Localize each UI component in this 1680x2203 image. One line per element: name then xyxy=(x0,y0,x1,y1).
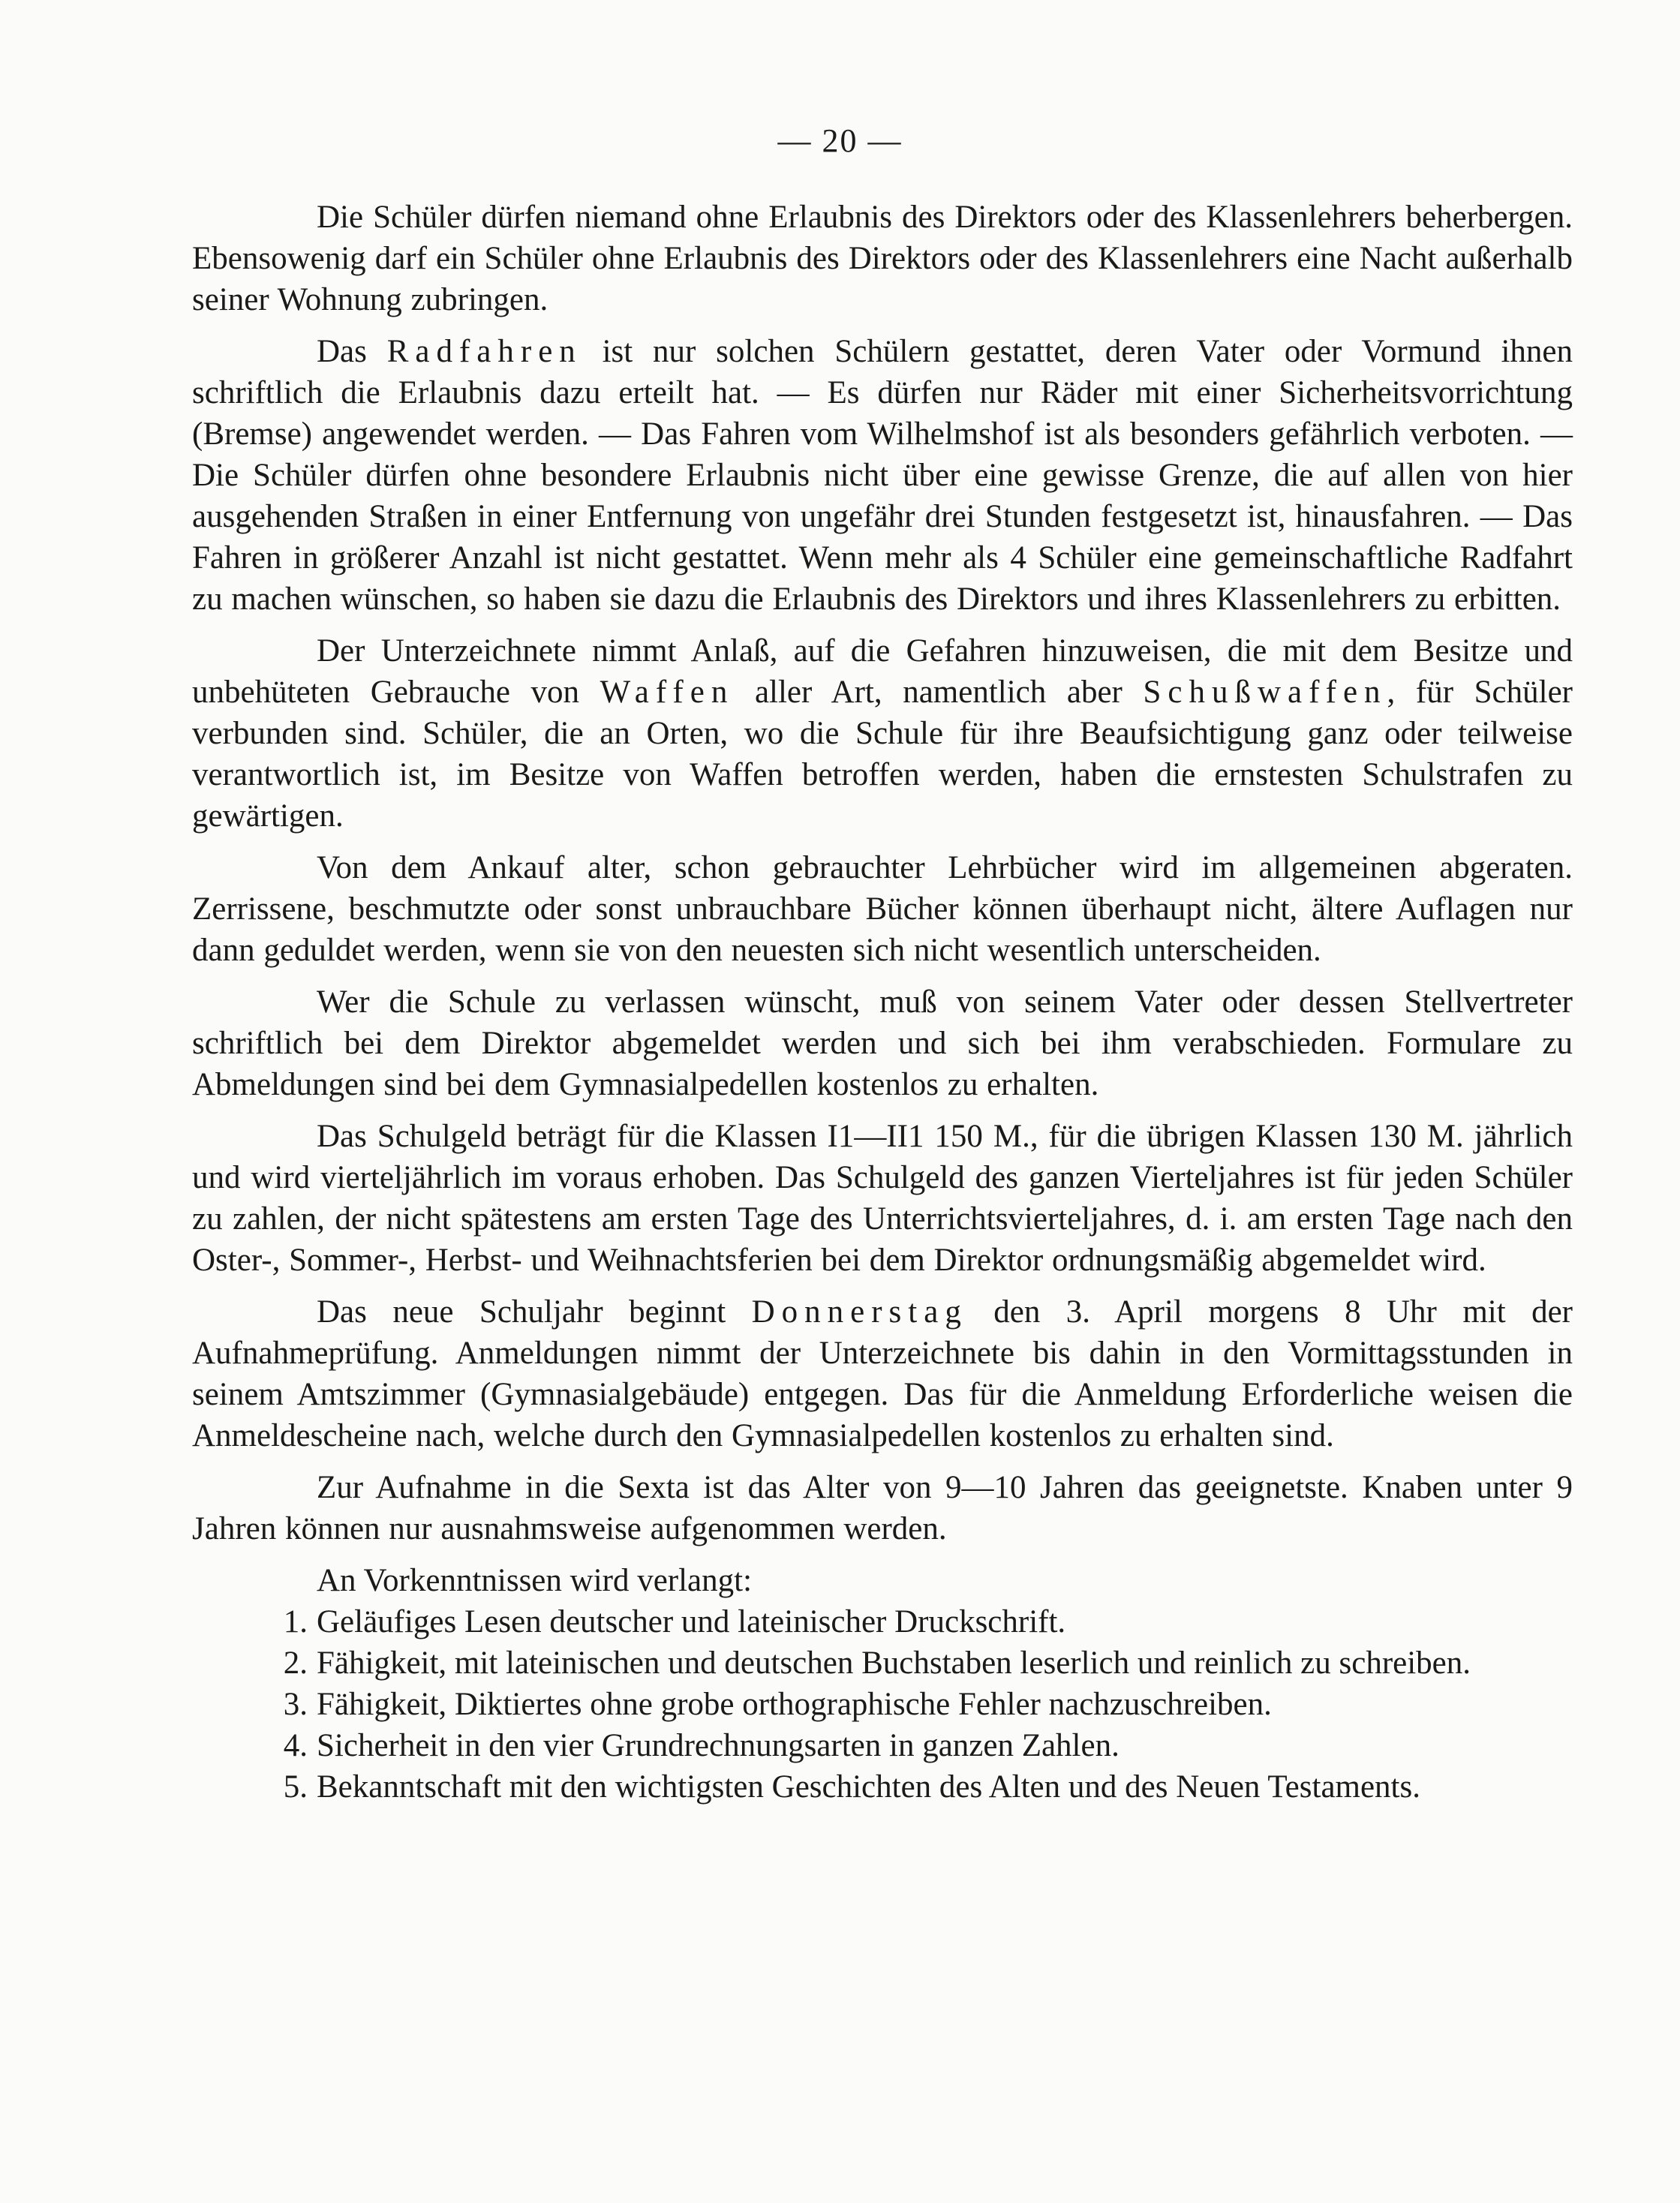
list-item-number: 5. xyxy=(283,1769,308,1805)
paragraph-text: Das Schulgeld beträgt für die Klassen I1—II1 150 M., für die übrigen Klassen 130 M. jährlich und wird vierteljährlich im voraus erhoben. Das Schulgeld des ganzen Vierteljahres ist für jeden Schüler zu zahlen, der nicht spätestens am ersten Tage des Unterrichtsvierteljahres, d. i. am ersten Tage nach den Oster-, Sommer-, Herbst- und Weihnachtsferien bei dem Direktor ordnungsmäßig abgemeldet wird. xyxy=(192,1119,1573,1278)
list-item-number: 3. xyxy=(283,1687,308,1722)
paragraph xyxy=(192,630,1573,837)
paragraph xyxy=(192,1291,1573,1456)
requirements-list xyxy=(192,1601,1573,1808)
emphasized-text: Donnerstag xyxy=(751,1294,968,1330)
page-number: — 20 — xyxy=(777,122,903,159)
paragraph-text: Wer die Schule zu verlassen wünscht, muß von seinem Vater oder dessen Stellvertreter schriftlich bei dem Direktor abgemeldet werden und sich bei ihm verabschieden. Formulare zu Abmeldungen sind bei dem Gymnasialpedellen kostenlos zu erhalten. xyxy=(192,984,1573,1102)
paragraph-text: Von dem Ankauf alter, schon gebrauchter Lehrbücher wird im allgemeinen abgeraten. Zerrissene, beschmutzte oder sonst unbrauchbare Bücher können überhaupt nicht, ältere Auflagen nur dann geduldet werden, wenn sie von den neuesten sich nicht wesentlich unterscheiden. xyxy=(192,850,1573,968)
paragraph-container xyxy=(192,197,1573,1549)
list-item-text: Fähigkeit, mit lateinischen und deutschen Buchstaben leserlich und reinlich zu schreiben. xyxy=(317,1645,1471,1681)
list-item-number: 4. xyxy=(283,1728,308,1763)
list-item-number: 2. xyxy=(283,1645,308,1681)
paragraph-text: Die Schüler dürfen niemand ohne Erlaubnis des Direktors oder des Klassenlehrers beherbergen. Ebensowenig darf ein Schüler ohne Erlaubnis des Direktors oder des Klassenlehrers eine Nacht außerhalb seiner Wohnung zubringen. xyxy=(192,200,1573,317)
paragraph-text: aller Art, namentlich aber xyxy=(734,675,1144,710)
paragraph xyxy=(192,331,1573,620)
paragraph xyxy=(192,1116,1573,1281)
paragraph-text: Das neue Schuljahr beginnt xyxy=(317,1294,752,1330)
paragraph xyxy=(192,197,1573,320)
paragraph xyxy=(192,1467,1573,1549)
list-item-text: Bekanntschaft mit den wichtigsten Geschichten des Alten und des Neuen Testaments. xyxy=(317,1769,1420,1805)
list-intro: An Vorkenntnissen wird verlangt: xyxy=(317,1563,753,1598)
paragraph-text: Zur Aufnahme in die Sexta ist das Alter von 9—10 Jahren das geeignetste. Knaben unter 9 Jahren können nur ausnahmsweise aufgenommen werden. xyxy=(192,1470,1573,1546)
paragraph-text: Das xyxy=(317,334,387,369)
list-item-text: Sicherheit in den vier Grundrechnungsarten in ganzen Zahlen. xyxy=(317,1728,1119,1763)
paragraph xyxy=(192,981,1573,1105)
list-item-text: Fähigkeit, Diktiertes ohne grobe orthographische Fehler nachzuschreiben. xyxy=(317,1687,1272,1722)
list-item xyxy=(192,1684,1573,1725)
emphasized-text: Schußwaffen xyxy=(1143,675,1387,710)
list-item xyxy=(192,1725,1573,1766)
paragraph xyxy=(192,847,1573,971)
list-item-number: 1. xyxy=(283,1604,308,1639)
list-item xyxy=(192,1766,1573,1808)
list-item-text: Geläufiges Lesen deutscher und lateinischer Druckschrift. xyxy=(317,1604,1066,1639)
list-item xyxy=(192,1642,1573,1684)
emphasized-text: Waffen xyxy=(600,675,735,710)
list-item xyxy=(192,1601,1573,1642)
emphasized-text: Radfahren xyxy=(386,334,582,369)
body-text xyxy=(192,197,1573,1808)
paragraph-text: ist nur solchen Schülern gestattet, deren Vater oder Vormund ihnen schriftlich die Erlaubnis dazu erteilt hat. — Es dürfen nur Räder mit einer Sicherheitsvorrichtung (Bremse) angewendet werden. — Das Fahren vom Wilhelmshof ist als besonders gefährlich verboten. — Die Schüler dürfen ohne besondere Erlaubnis nicht über eine gewisse Grenze, die auf allen von hier ausgehenden Straßen in einer Entfernung von ungefähr drei Stunden festgesetzt ist, hinausfahren. — Das Fahren in größerer Anzahl ist nicht gestattet. Wenn mehr als 4 Schüler eine gemeinschaftliche Radfahrt zu machen wünschen, so haben sie dazu die Erlaubnis des Direktors und ihres Klassenlehrers zu erbitten. xyxy=(192,334,1573,617)
paragraph-text: Der Unterzeichnete nimmt Anlaß, auf die Gefahren hinzuweisen, die mit dem Besitze und unbehüteten Gebrauche von xyxy=(192,633,1573,710)
paragraph-text: den 3. April morgens 8 Uhr mit der Aufnahmeprüfung. Anmeldungen nimmt der Unterzeichnete bis dahin in den Vormittagsstunden in seinem Amtszimmer (Gymnasialgebäude) entgegen. Das für die Anmeldung Erforderliche weisen die Anmeldescheine nach, welche durch den Gymnasialpedellen kostenlos zu erhalten sind. xyxy=(192,1294,1573,1453)
paragraph-text: , für Schüler verbunden sind. Schüler, die an Orten, wo die Schule für ihre Beaufsichtigung ganz oder teilweise verantwortlich ist, im Besitze von Waffen betroffen werden, haben die ernstesten Schulstrafen zu gewärtigen. xyxy=(192,675,1573,834)
